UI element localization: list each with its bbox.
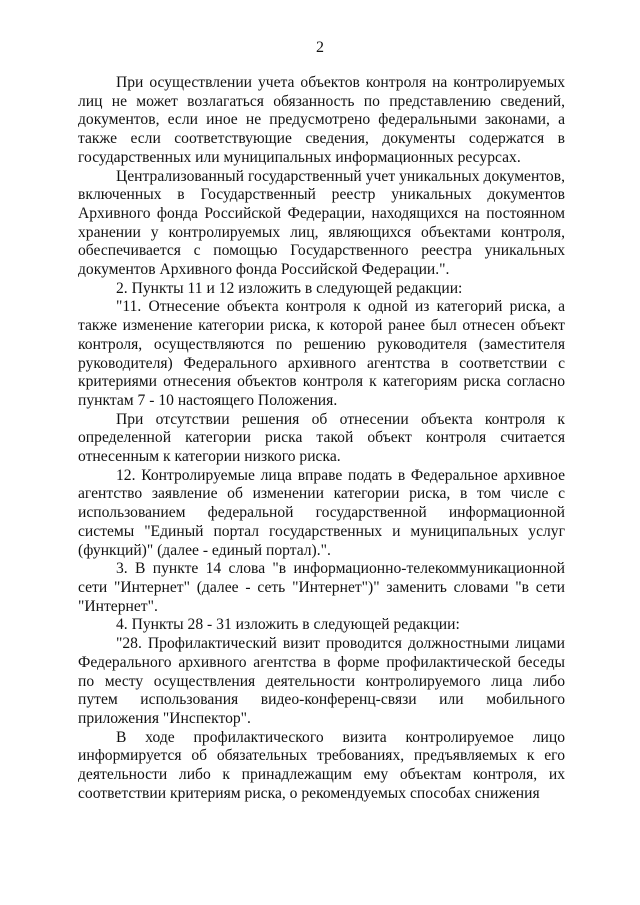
paragraph: "11. Отнесение объекта контроля к одной из категорий риска, а также изменение категории риска, к которой ранее был отнесен объект контроля, осуществляются по решению руководителя (заместителя руководителя) Федерального архивного агентства в соответствии с критериями отнесения объектов контроля к категориям риска согласно пунктам 7 - 10 настоящего Положения. bbox=[78, 298, 565, 409]
paragraph: При осуществлении учета объектов контроля на контролируемых лиц не может возлагаться обязанность по представлению сведений, документов, если иное не предусмотрено федеральными законами, а также если соответствующие сведения, документы содержатся в государственных или муниципальных информационных ресурсах. bbox=[78, 74, 565, 166]
paragraph: 12. Контролируемые лица вправе подать в Федеральное архивное агентство заявление об изменении категории риска, в том числе с использованием федеральной государственной информационной системы "Единый портал государственных и муниципальных услуг (функций)" (далее - единый портал).". bbox=[78, 466, 565, 559]
paragraph: При отсутствии решения об отнесении объекта контроля к определенной категории риска такой объект контроля считается отнесенным к категории низкого риска. bbox=[78, 410, 565, 466]
paragraph: В ходе профилактического визита контролируемое лицо информируется об обязательных требованиях, предъявляемых к его деятельности либо к принадлежащим ему объектам контроля, их соответствии критериям риска, о рекомендуемых способах снижения bbox=[78, 728, 565, 802]
paragraph: "28. Профилактический визит проводится должностными лицами Федерального архивного агентства в форме профилактической беседы по месту осуществления деятельности контролируемого лица либо путем использования видео-конференц-связи или мобильного приложения "Инспектор". bbox=[78, 635, 565, 727]
paragraph: Централизованный государственный учет уникальных документов, включенных в Государственный реестр уникальных документов Архивного фонда Российской Федерации, находящихся на постоянном хранении у контролируемых лиц, являющихся объектами контроля, обеспечивается с помощью Государственного реестра уникальных документов Архивного фонда Российской Федерации.". bbox=[78, 167, 565, 279]
document-body bbox=[78, 74, 565, 803]
paragraph: 3. В пункте 14 слова "в информационно-телекоммуникационной сети "Интернет" (далее - сеть "Интернет")" заменить словами "в сети "Интернет". bbox=[78, 560, 565, 615]
paragraph: 2. Пункты 11 и 12 изложить в следующей редакции: bbox=[116, 279, 463, 297]
paragraph: 4. Пункты 28 - 31 изложить в следующей редакции: bbox=[116, 616, 460, 634]
page-number: 2 bbox=[316, 39, 324, 56]
